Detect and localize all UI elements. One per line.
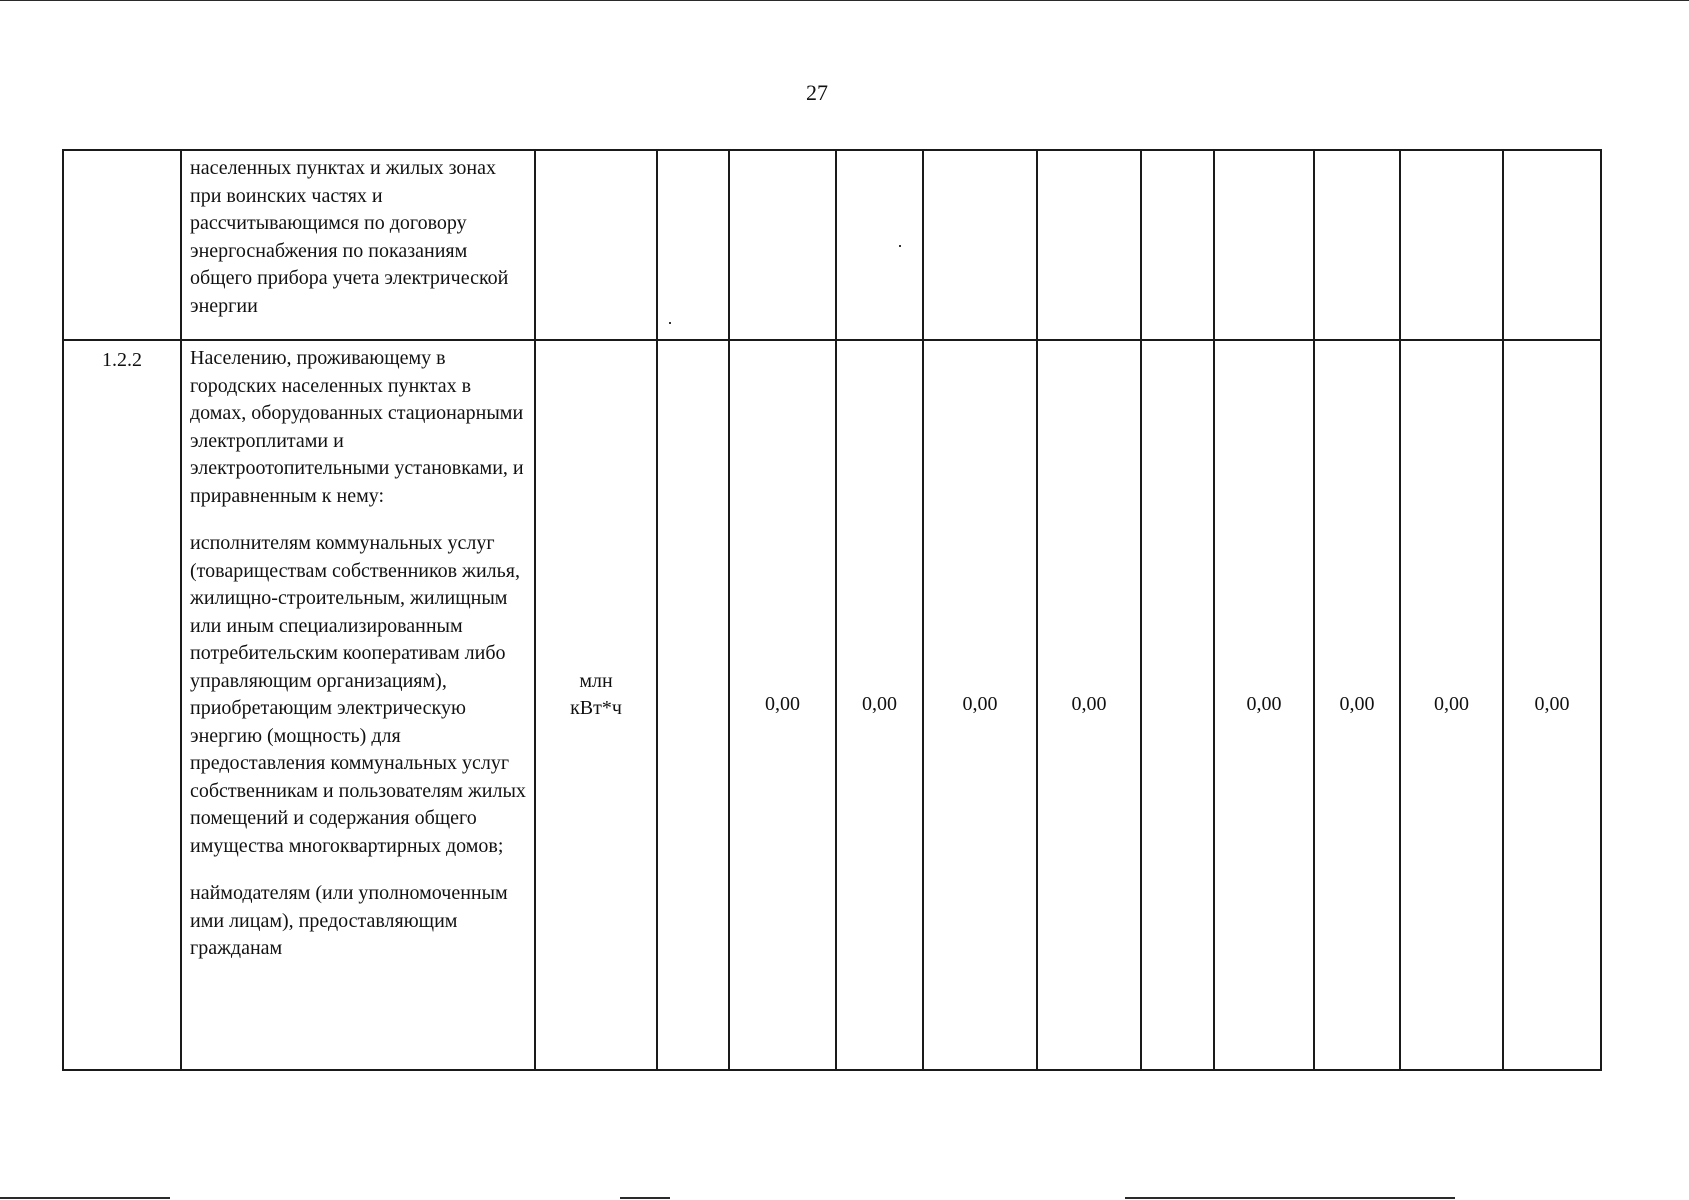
table-row bbox=[63, 340, 1601, 1070]
description-paragraph: исполнителям коммунальных услуг (товариществам собственников жилья, жилищно-строительным, жилищным или иным специализированным потребительским кооперативам либо управляющим организациям), приобретающим электрическую энергию (мощность) для предоставления коммунальных услуг собственникам и пользователям жилых помещений и содержания общего имущества многоквартирных домов; bbox=[190, 532, 526, 857]
value-label: 0,00 bbox=[1339, 693, 1375, 716]
value-label: 0,00 bbox=[862, 693, 897, 716]
value-cell bbox=[657, 150, 729, 340]
value-cell bbox=[1037, 340, 1141, 1070]
value-cell bbox=[836, 150, 923, 340]
value-cell bbox=[729, 150, 836, 340]
value-cell bbox=[1037, 150, 1141, 340]
scan-border-bottom-left bbox=[0, 1197, 170, 1199]
value-label: 0,00 bbox=[1434, 693, 1469, 716]
value-label: 0,00 bbox=[1071, 693, 1107, 716]
value-cell bbox=[1503, 340, 1601, 1070]
value-cell bbox=[1314, 340, 1400, 1070]
value-label: 0,00 bbox=[1534, 693, 1570, 716]
scan-border-top bbox=[0, 0, 1689, 1]
page-number: 27 bbox=[806, 80, 828, 105]
description-cell bbox=[181, 150, 535, 340]
value-label: 0,00 bbox=[765, 693, 800, 716]
value-cell bbox=[836, 340, 923, 1070]
value-cell bbox=[1141, 340, 1214, 1070]
value-cell bbox=[1214, 340, 1314, 1070]
description-cell bbox=[181, 340, 535, 1070]
value-label: 0,00 bbox=[1246, 693, 1282, 716]
scan-border-bottom-right bbox=[1125, 1197, 1455, 1199]
description-paragraph: населенных пунктах и жилых зонах при воинских частях и рассчитывающимся по договору энергоснабжения по показаниям общего прибора учета электрической энергии bbox=[190, 157, 509, 317]
row-number-cell bbox=[63, 150, 181, 340]
value-cell bbox=[657, 340, 729, 1070]
row-number-cell: 1.2.2 bbox=[63, 340, 181, 1070]
unit-cell bbox=[535, 150, 657, 340]
value-cell bbox=[1314, 150, 1400, 340]
table-row bbox=[63, 150, 1601, 340]
value-cell bbox=[923, 340, 1037, 1070]
description-paragraph: наймодателям (или уполномоченным ими лицам), предоставляющим гражданам bbox=[190, 882, 508, 959]
value-cell bbox=[1400, 340, 1503, 1070]
value-cell bbox=[1400, 150, 1503, 340]
value-cell bbox=[1503, 150, 1601, 340]
unit-cell bbox=[535, 340, 657, 1070]
value-cell bbox=[1141, 150, 1214, 340]
value-cell bbox=[923, 150, 1037, 340]
value-label: 0,00 bbox=[962, 693, 998, 716]
value-cell bbox=[729, 340, 836, 1070]
unit-label: млн кВт*ч bbox=[570, 669, 622, 719]
description-paragraph: Населению, проживающему в городских населенных пунктах в домах, оборудованных стационарными электроплитами и электроотопительными установками, и приравненным к нему: bbox=[190, 347, 524, 507]
scan-border-bottom-mid bbox=[620, 1197, 670, 1199]
data-table bbox=[62, 149, 1602, 1071]
value-cell bbox=[1214, 150, 1314, 340]
